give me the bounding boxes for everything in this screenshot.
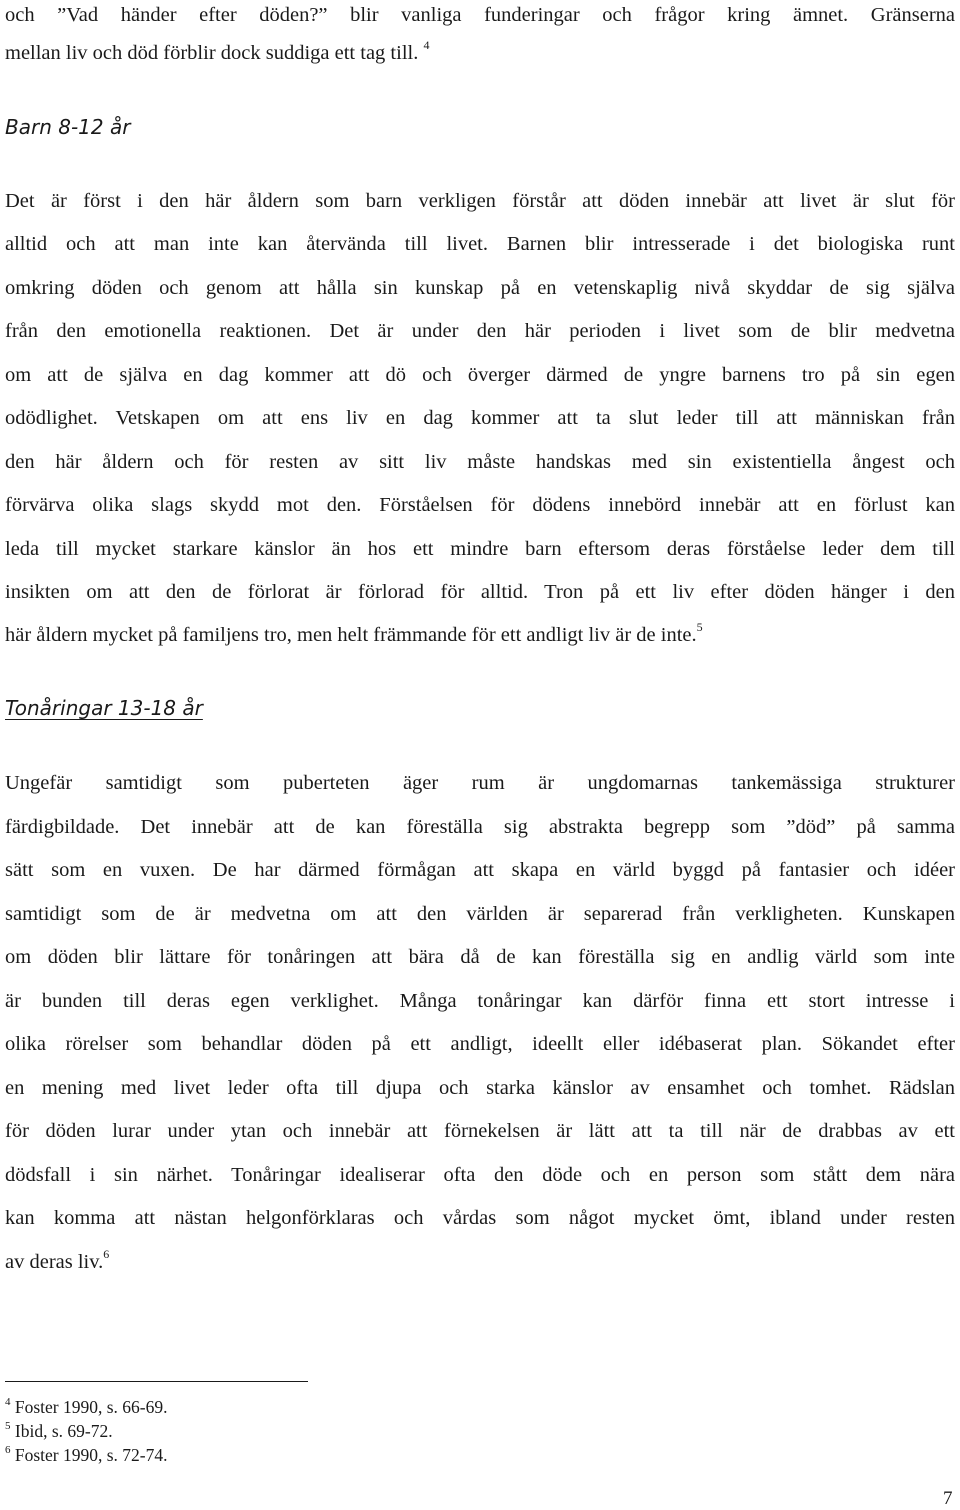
body-text-line: en mening med livet leder ofta till djupa och starka känslor av ensamhet och tomhet. Rädslan	[5, 1077, 955, 1099]
body-text-line: insikten om att den de förlorat är förlorad för alltid. Tron på ett liv efter döden hänger i den	[5, 581, 955, 603]
footnote-number: 5	[5, 1420, 11, 1432]
body-text-line: olika rörelser som behandlar döden på ett andligt, ideellt eller idébaserat plan. Sökandet efter	[5, 1033, 955, 1055]
section-heading: Tonåringar 13-18 år	[5, 696, 203, 720]
footnote-text: Foster 1990, s. 72-74.	[14, 1445, 168, 1465]
body-text-line: dödsfall i sin närhet. Tonåringar idealiserar ofta den döde och en person som stått dem nära	[5, 1164, 955, 1186]
footnote	[5, 1444, 168, 1466]
body-text-line: och ”Vad händer efter döden?” blir vanliga funderingar och frågor kring ämnet. Gränserna	[5, 4, 955, 26]
body-text: här åldern mycket på familjens tro, men helt främmande för ett andligt liv är de inte.	[5, 624, 697, 646]
body-text-line: om att de själva en dag kommer att dö och överger därmed de yngre barnens tro på sin egen	[5, 364, 955, 386]
footnote-reference: 4	[423, 38, 430, 52]
body-text-line: samtidigt som de är medvetna om att den världen är separerad från verkligheten. Kunskapen	[5, 903, 955, 925]
body-text: av deras liv.	[5, 1251, 104, 1273]
body-text-line: färdigbildade. Det innebär att de kan föreställa sig abstrakta begrepp som ”död” på samma	[5, 816, 955, 838]
footnote-reference: 5	[696, 620, 703, 634]
page-number: 7	[943, 1488, 953, 1509]
body-text-line: odödlighet. Vetskapen om att ens liv en dag kommer att ta slut leder till att människan från	[5, 407, 955, 429]
footnote	[5, 1420, 113, 1442]
body-text-line: kan komma att nästan helgonförklaras och vårdas som något mycket ömt, ibland under resten	[5, 1207, 955, 1229]
footnote-separator	[5, 1381, 308, 1382]
body-text-line	[5, 622, 955, 648]
body-text-line: är bunden till deras egen verklighet. Många tonåringar kan därför finna ett stort intresse i	[5, 990, 955, 1012]
body-text-line: från den emotionella reaktionen. Det är under den här perioden i livet som de blir medvetna	[5, 320, 955, 342]
footnote	[5, 1396, 168, 1418]
footnote-number: 6	[5, 1444, 11, 1456]
body-text-line: sätt som en vuxen. De har därmed förmågan att skapa en värld byggd på fantasier och idéer	[5, 859, 955, 881]
body-text-line	[5, 1249, 955, 1275]
body-text-line: omkring döden och genom att hålla sin kunskap på en vetenskaplig nivå skyddar de sig själva	[5, 277, 955, 299]
body-text-line: Ungefär samtidigt som puberteten äger rum är ungdomarnas tankemässiga strukturer	[5, 772, 955, 794]
body-text-line: Det är först i den här åldern som barn verkligen förstår att döden innebär att livet är slut för	[5, 190, 955, 212]
body-text-line: för döden lurar under ytan och innebär att förnekelsen är lätt att ta till när de drabbas av ett	[5, 1120, 955, 1142]
footnote-number: 4	[5, 1396, 11, 1408]
footnote-text: Foster 1990, s. 66-69.	[14, 1397, 168, 1417]
body-text-line: leda till mycket starkare känslor än hos ett mindre barn eftersom deras förståelse leder dem till	[5, 538, 955, 560]
body-text-line: om döden blir lättare för tonåringen att bära då de kan föreställa sig en andlig värld som inte	[5, 946, 955, 968]
footnote-reference: 6	[103, 1247, 110, 1261]
body-text-line: den här åldern och för resten av sitt liv måste handskas med sin existentiella ångest och	[5, 451, 955, 473]
body-text-line: alltid och att man inte kan återvända till livet. Barnen blir intresserade i det biologiska runt	[5, 233, 955, 255]
body-text-line: förvärva olika slags skydd mot den. Förståelsen för dödens innebörd innebär att en förlust kan	[5, 494, 955, 516]
body-text: mellan liv och död förblir dock suddiga ett tag till.	[5, 42, 419, 64]
body-text-line	[5, 40, 955, 66]
section-heading: Barn 8-12 år	[5, 115, 131, 139]
footnote-text: Ibid, s. 69-72.	[14, 1421, 113, 1441]
